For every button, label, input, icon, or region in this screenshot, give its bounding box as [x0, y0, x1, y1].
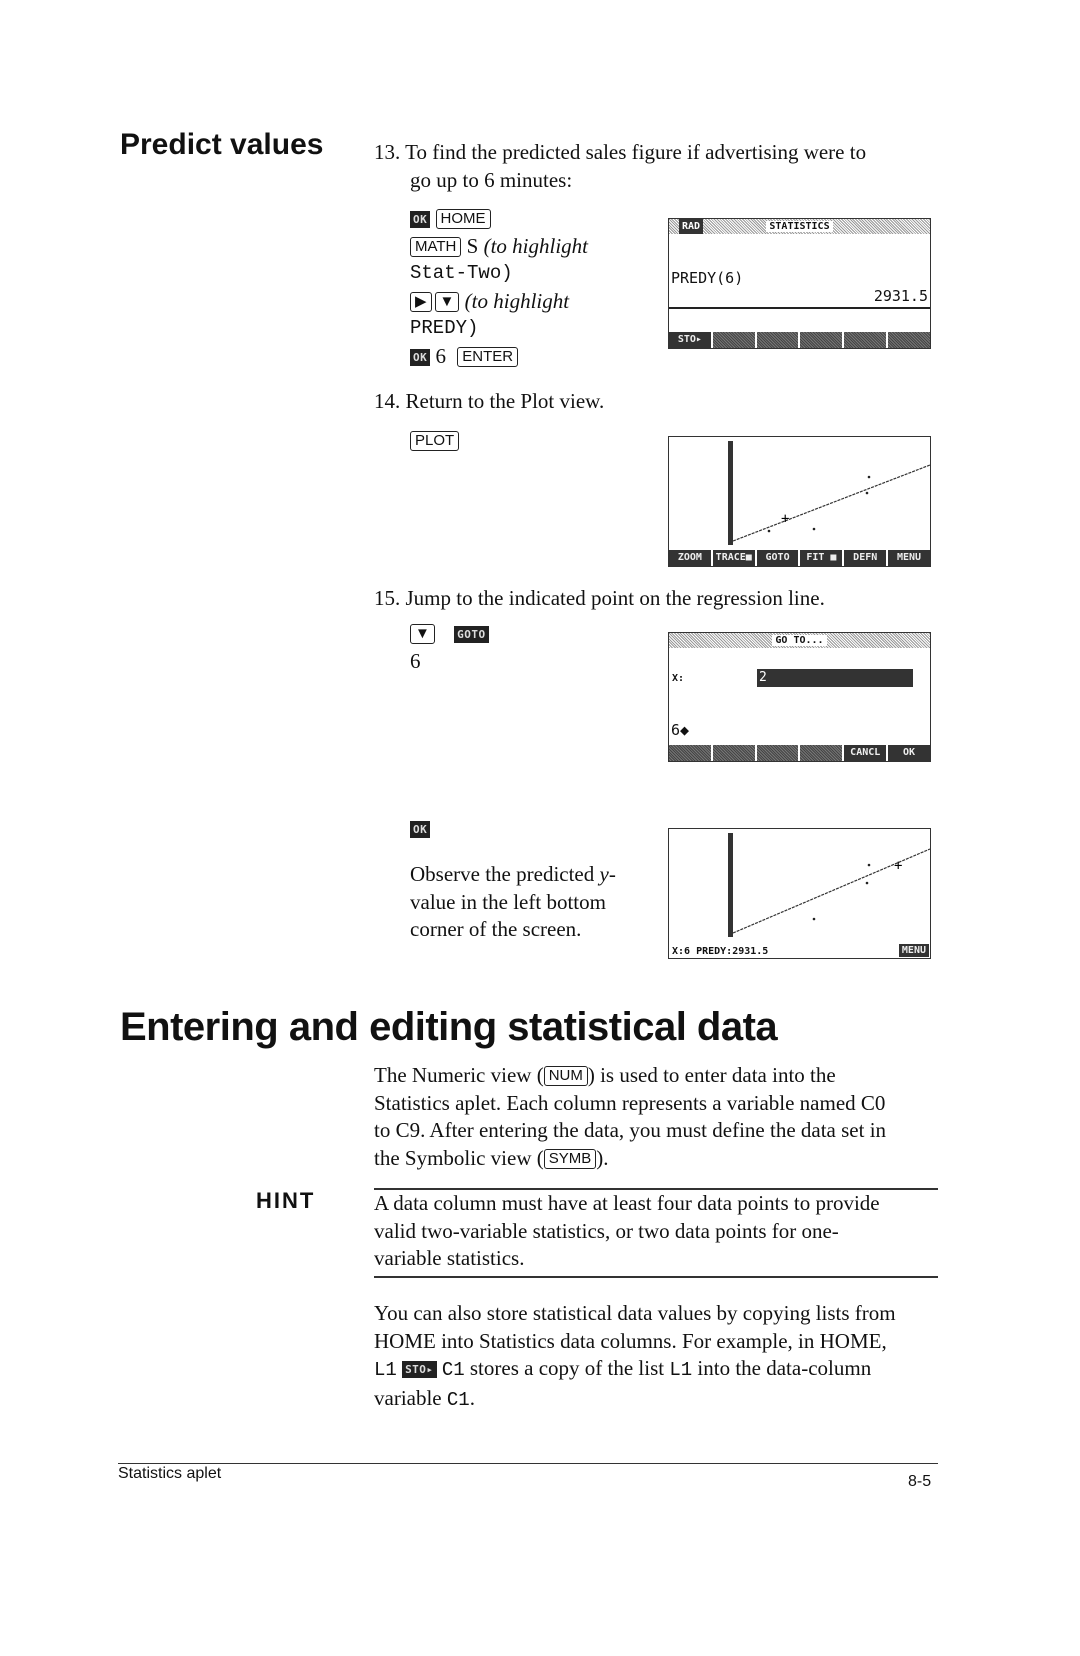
expression: PREDY(6) — [671, 269, 744, 287]
regression-plot — [669, 829, 930, 941]
data-point — [866, 492, 869, 495]
text: Statistics aplet. Each column represents a variable named C0 — [374, 1090, 886, 1115]
code: C1 — [441, 1359, 465, 1381]
code: C1 — [446, 1388, 470, 1411]
calculator-screen-home — [668, 218, 931, 349]
ok-softkey: OK — [410, 211, 430, 228]
calculator-screen-plot-predicted — [668, 828, 931, 959]
code: L1 — [669, 1359, 693, 1381]
softkey-menu — [669, 332, 930, 348]
digit: 6 — [435, 343, 446, 368]
screen-title: STATISTICS — [766, 221, 832, 232]
text: corner of the screen. — [410, 917, 582, 941]
text: valid two-variable statistics, or two data points for one- — [374, 1218, 839, 1243]
hint-bottom-rule — [374, 1276, 938, 1278]
numeric-view-paragraph — [374, 1062, 944, 1172]
softkey-empty — [757, 745, 799, 761]
field-label: X: — [672, 673, 685, 684]
softkey-menu — [669, 745, 930, 761]
menu-item-text: PREDY) — [410, 317, 479, 339]
softkey-empty — [800, 332, 842, 348]
down-arrow-key: ▼ — [410, 624, 435, 644]
data-point — [768, 530, 771, 533]
x-value-field[interactable]: 2 — [757, 669, 913, 687]
enter-key: ENTER — [457, 347, 518, 367]
text: y — [599, 862, 609, 886]
divider — [669, 307, 930, 309]
observe-text — [410, 861, 660, 944]
softkey-menu-toggle[interactable]: MENU — [899, 944, 929, 957]
text: into the data-column — [692, 1356, 872, 1380]
text: to C9. After entering the data, you must define the data set in — [374, 1118, 887, 1142]
step-14 — [374, 388, 604, 416]
section-heading-entering-data: Entering and editing statistical data — [120, 1005, 778, 1049]
cursor-crosshair: + — [894, 858, 903, 874]
text: The Numeric view ( — [374, 1063, 544, 1087]
instruction-text: (to highlight — [483, 233, 588, 258]
step-15 — [374, 585, 825, 613]
softkey-empty — [713, 332, 755, 348]
softkey-ok[interactable]: OK — [888, 745, 930, 761]
step-number: 15. — [374, 586, 401, 610]
text: stores a copy of the list — [464, 1356, 670, 1380]
symb-key: SYMB — [544, 1149, 597, 1169]
data-point — [813, 528, 816, 531]
regression-plot — [669, 437, 930, 549]
num-key: NUM — [544, 1066, 588, 1086]
angle-mode-indicator: RAD — [679, 219, 703, 234]
sto-softkey: STO▸ — [402, 1361, 437, 1378]
step-text: Return to the Plot view. — [405, 389, 605, 413]
step-13-keystrokes — [410, 205, 660, 370]
softkey-cancel[interactable]: CANCL — [844, 745, 886, 761]
hint-text — [374, 1190, 944, 1273]
digit: 6 — [410, 648, 421, 673]
step-text: To find the predicted sales figure if advertising were to — [405, 140, 867, 164]
plot-key: PLOT — [410, 431, 459, 451]
calculator-screen-goto — [668, 632, 931, 762]
edit-line[interactable]: 6◆ — [671, 721, 690, 739]
data-point — [866, 882, 869, 885]
y-axis — [728, 441, 733, 545]
trace-status: X:6 PREDY:2931.5 — [672, 946, 769, 957]
menu-item-text: Stat-Two) — [410, 262, 513, 284]
softkey-empty — [757, 332, 799, 348]
regression-line — [733, 465, 930, 541]
hint-label: HINT — [256, 1188, 316, 1213]
softkey-empty — [669, 745, 711, 761]
page-number: 8-5 — [908, 1473, 932, 1490]
softkey-empty — [844, 332, 886, 348]
ok-softkey: OK — [410, 821, 430, 838]
text: variable — [374, 1385, 447, 1410]
softkey-trace[interactable]: TRACE■ — [713, 550, 755, 566]
math-key: MATH — [410, 237, 461, 257]
softkey-empty — [713, 745, 755, 761]
right-arrow-key: ▶ — [410, 292, 432, 312]
ok-softkey: OK — [410, 349, 430, 366]
home-key: HOME — [436, 209, 491, 229]
text: HOME into Statistics data columns. For example, in HOME, — [374, 1328, 887, 1353]
step-text: Jump to the indicated point on the regression line. — [405, 586, 825, 610]
softkey-fit[interactable]: FIT ■ — [800, 550, 842, 566]
store-lists-paragraph — [374, 1300, 944, 1414]
y-axis — [728, 833, 733, 937]
text: You can also store statistical data values by copying lists from — [374, 1301, 896, 1325]
text: A data column must have at least four data points to provide — [374, 1191, 880, 1215]
data-point — [813, 918, 816, 921]
cursor-crosshair: + — [781, 511, 790, 527]
text: - — [608, 862, 616, 886]
footer-rule — [118, 1463, 938, 1464]
softkey-goto[interactable]: GOTO — [757, 550, 799, 566]
goto-softkey: GOTO — [454, 626, 489, 643]
footer-chapter: Statistics aplet — [118, 1465, 222, 1482]
softkey-empty — [800, 745, 842, 761]
text: . — [469, 1385, 475, 1410]
text: ). — [596, 1145, 609, 1170]
step-text: go up to 6 minutes: — [410, 167, 573, 192]
section-heading-predict-values: Predict values — [120, 128, 324, 161]
calculator-screen-plot — [668, 436, 931, 567]
text: ) is used to enter data into the — [587, 1063, 836, 1087]
softkey-zoom[interactable]: ZOOM — [669, 550, 711, 566]
screen-title: GO TO... — [772, 635, 826, 646]
data-point — [868, 476, 871, 479]
softkey-menu — [669, 550, 930, 566]
text: value in the left bottom — [410, 889, 606, 914]
letter-key: S — [466, 233, 479, 258]
code: L1 — [374, 1359, 397, 1381]
down-arrow-key: ▼ — [435, 292, 460, 312]
instruction-text: (to highlight — [464, 288, 570, 313]
data-point — [868, 864, 871, 867]
step-number: 13. — [374, 140, 401, 164]
softkey-empty — [888, 332, 930, 348]
softkey-defn[interactable]: DEFN — [844, 550, 886, 566]
result: 2931.5 — [873, 287, 928, 305]
text: the Symbolic view ( — [374, 1145, 544, 1170]
softkey-sto[interactable]: STO▸ — [669, 332, 711, 348]
step-number: 14. — [374, 389, 401, 413]
text: Observe the predicted — [410, 862, 600, 886]
softkey-menu-toggle[interactable]: MENU — [888, 550, 930, 566]
step-13 — [374, 139, 866, 194]
text: variable statistics. — [374, 1246, 525, 1270]
step-15-keystrokes — [410, 620, 489, 675]
